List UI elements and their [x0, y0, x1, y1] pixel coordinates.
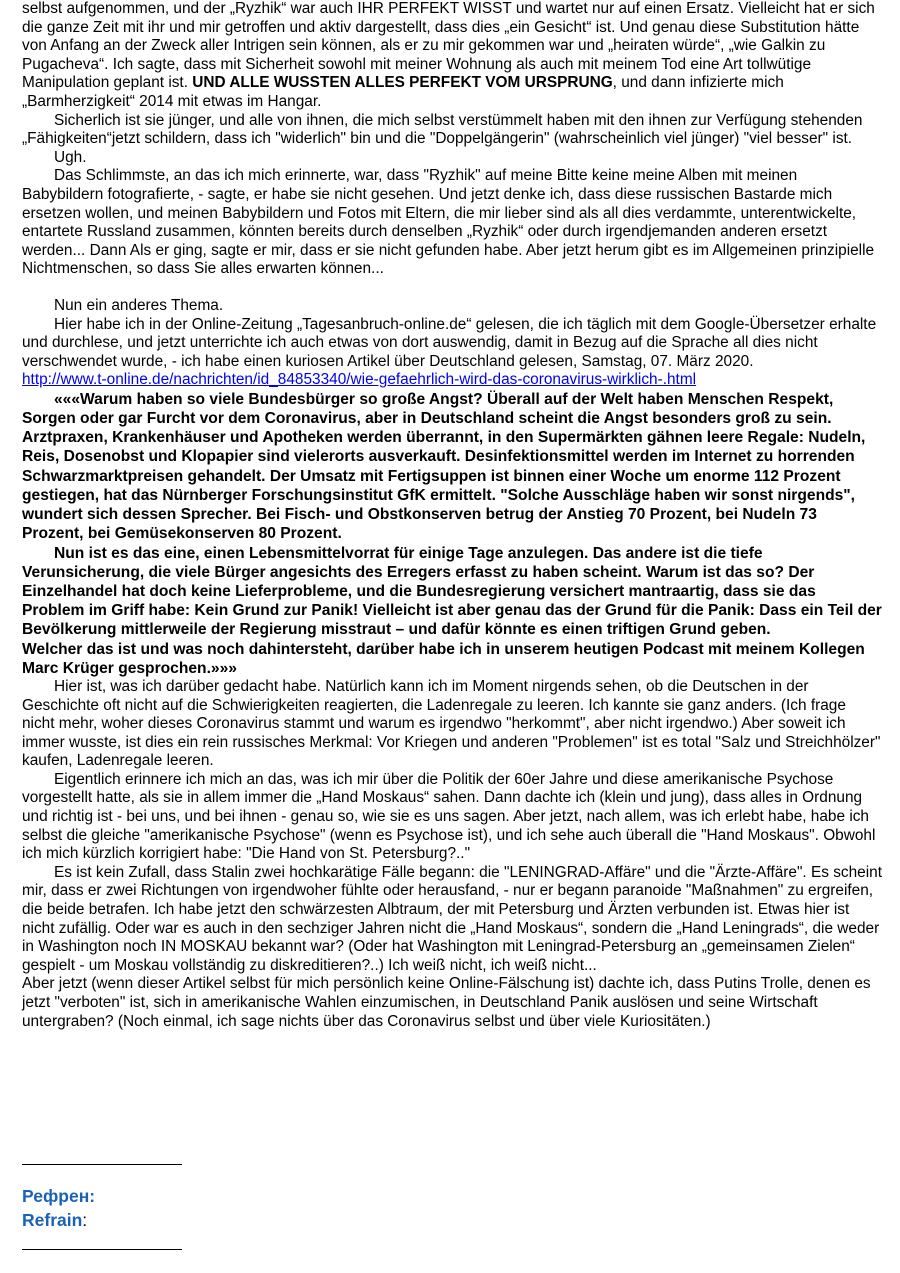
document-body	[22, 0, 882, 1031]
divider-top	[22, 1164, 182, 1165]
paragraph-6: Hier habe ich in der Online-Zeitung „Tagesanbruch-online.de“ gelesen, die ich täglich mit dem Google-Übersetzer erhalte und durchlese, und jetzt unterrichte ich auch etwas von dort auswendig, damit in Bezug auf die Sprache all dies nicht verschwendet wurde, - ich habe einen kuriosen Artikel über Deutschland gelesen, Samstag, 07. März 2020.	[22, 315, 877, 370]
divider-bottom	[22, 1249, 182, 1250]
paragraph-3: Ugh.	[54, 148, 87, 166]
paragraph-5: Nun ein anderes Thema.	[54, 296, 224, 314]
article-link-line	[22, 371, 882, 390]
paragraph-4: Das Schlimmste, an das ich mich erinnerte, war, dass "Ryzhik" auf meine Bitte keine meine Alben mit meinen Babybildern fotografierte, - sagte, er habe sie nicht gesehen. Und jetzt denke ich, dass diese russischen Bastarde mich ersetzen wollen, und meinen Babybildern und Fotos mit Eltern, die mir lieber sind als all dies verdammte, unterentwickelte, entartete Russland zusammen, könnten bereits durch denselben „Ryzhik“ oder durch irgendjemanden anderen ersetzt werden... Dann Als er ging, sagte er mir, dass er sie nicht gefunden habe. Aber jetzt herum gibt es im Allgemeinen prinzipielle Nichtmenschen, so dass Sie alles erwarten können...	[22, 167, 875, 278]
paragraph-8: Eigentlich erinnere ich mich an das, was ich mir über die Politik der 60er Jahre und diese amerikanische Psychose vorgestellt hatte, als sie in allem immer die „Hand Moskaus“ sahen. Dann dachte ich (klein und jung), dass alles in Ordnung und richtig ist - bei uns, und bei ihnen - genau so, wie sie es uns sagen. Aber jetzt, nach allem, was ich erlebt habe, habe ich selbst die gleiche "amerikanische Psychose" (wenn es Psychose ist), und ich sehe auch überall die "Hand Moskaus". Obwohl ich mich kürzlich korrigiert habe: "Die Hand von St. Petersburg?.."	[22, 770, 876, 863]
refrain-heading-de-word: Refrain	[22, 1210, 83, 1230]
paragraph-9: Es ist kein Zufall, dass Stalin zwei hochkarätige Fälle begann: die "LENINGRAD-Affäre" und die "Ärzte-Affäre". Es scheint mir, dass er zwei Richtungen von irgendwoher fühlte oder herausfand, - nur er begann paranoide "Maßnahmen" zu ergreifen, die beide betrafen. Ich habe jetzt den schwärzesten Albtraum, der mit Petersburg und Ärzten verbunden ist. Etwas hier ist nicht zufällig. Oder war es auch in den sechziger Jahren nicht die „Hand Moskaus“, sondern die „Hand Leningrads“, die weder in Washington noch IN MOSKAU bekannt war? (Oder hat Washington mit Leningrad-Petersburg an „gemeinsamen Zielen“ gespielt - um Moskau vollständig zu diskreditieren?..) Ich weiß nicht, ich weiß nicht...	[22, 863, 882, 974]
refrain-heading-de-colon: :	[82, 1210, 88, 1230]
quote-paragraph-1: «««Warum haben so viele Bundesbürger so große Angst? Überall auf der Welt haben Menschen Respekt, Sorgen oder gar Furcht vor dem Coronavirus, aber in Deutschland scheint die Angst besonders groß zu sein. Arztpraxen, Krankenhäuser und Apotheken werden überrannt, in den Supermärkten gähnen leere Regale: Nudeln, Reis, Dosenobst und Klopapier sind vielerorts ausverkauft. Desinfektionsmittel werden im Internet zu horrenden Schwarzmarktpreisen gehandelt. Der Umsatz mit Fertigsuppen ist binnen einer Woche um enorme 112 Prozent gestiegen, hat das Nürnberger Forschungsinstitut GfK ermittelt. "Solche Ausschläge haben wir sonst nirgends", wundert sich dessen Sprecher. Bei Fisch- und Obstkonserven betrug der Anstieg 70 Prozent, bei Nudeln 73 Prozent, bei Gemüsekonserven 80 Prozent.	[22, 390, 866, 543]
paragraph-2: Sicherlich ist sie jünger, und alle von ihnen, die mich selbst verstümmelt haben mit den ihnen zur Verfügung stehenden „Fähigkeiten“jetzt schildern, dass ich "widerlich" bin und die "Doppelgängerin" (wahrscheinlich viel jünger) "viel besser" ist.	[22, 111, 863, 148]
paragraph-1-text-a: selbst aufgenommen, und der „Ryzhik“ war auch IHR PERFEKT WISST und wartet nur auf einen Ersatz. Vielleicht hat er sich die ganze Zeit mit ihr und mir getroffen und aktiv dargestellt, dass dies „ein Gesicht“ ist. Und genau diese Substitution hätte von Anfang an der Zweck aller Intrigen sein können, als er zu mir gekommen war und „heiraten würde“, „wie Galkin zu Pugacheva“. Ich sagte, dass mit Sicherheit sowohl mit meiner Wohnung als auch mit meinem Tod eine Art tollwütige Manipulation geplant ist.	[22, 0, 875, 92]
paragraph-10: Aber jetzt (wenn dieser Artikel selbst für mich persönlich keine Online-Fälschung ist) dachte ich, dass Putins Trolle, denen es jetzt "verboten" ist, sich in amerikanische Wahlen einzumischen, in Deutschland Panik auslösen und seine Wirtschaft untergraben? (Noch einmal, ich sage nichts über das Coronavirus selbst und über viele Kuriositäten.)	[22, 975, 871, 1030]
paragraph-7: Hier ist, was ich darüber gedacht habe. Natürlich kann ich im Moment nirgends sehen, ob die Deutschen in der Geschichte oft nicht auf die Schwierigkeiten reagierten, die Ladenregale zu leeren. Ich kannte sie ganz anders. (Ich frage nicht mehr, woher dieses Coronavirus stammt und warum es irgendwo "herkommt", aber nicht irgendwo.) Aber soweit ich immer wusste, ist dies ein rein russisches Merkmal: Vor Kriegen und anderen "Problemen" ist es total "Salz und Streichhölzer" kaufen, Ladenregale leeren.	[22, 677, 881, 770]
paragraph-1	[22, 0, 882, 112]
quote-paragraph-3: Welcher das ist und was noch dahintersteht, darüber habe ich in unserem heutigen Podcast mit meinem Kollegen Marc Krüger gesprochen.»»»	[22, 640, 865, 677]
refrain-heading-ru: Рефрен:	[22, 1186, 96, 1206]
paragraph-spacer	[22, 279, 882, 297]
quote-paragraph-2: Nun ist es das eine, einen Lebensmittelvorrat für einige Tage anzulegen. Das andere ist die tiefe Verunsicherung, die viele Bürger angesichts des Erregers erfasst zu haben scheint. Warum ist das so? Der Einzelhandel hat doch keine Lieferprobleme, und die Bundesregierung versichert mantraartig, dass sie das Problem im Griff habe: Kein Grund zur Panik! Vielleicht ist aber genau das der Grund für die Panik: Dass ein Teil der Bevölkerung mittlerweile der Regierung misstraut – und dafür könnte es einen triftigen Grund geben.	[22, 544, 882, 639]
paragraph-1-text-c: , und dann infizierte mich „Barmherzigkeit“ 2014 mit etwas im Hangar.	[22, 74, 784, 110]
paragraph-1-bold: UND ALLE WUSSTEN ALLES PERFEKT VOM URSPRUNG	[192, 74, 613, 92]
refrain-heading-de	[22, 1210, 87, 1231]
article-link[interactable]: http://www.t-online.de/nachrichten/id_84853340/wie-gefaehrlich-wird-das-coronavirus-wirklich-.html	[22, 371, 697, 389]
